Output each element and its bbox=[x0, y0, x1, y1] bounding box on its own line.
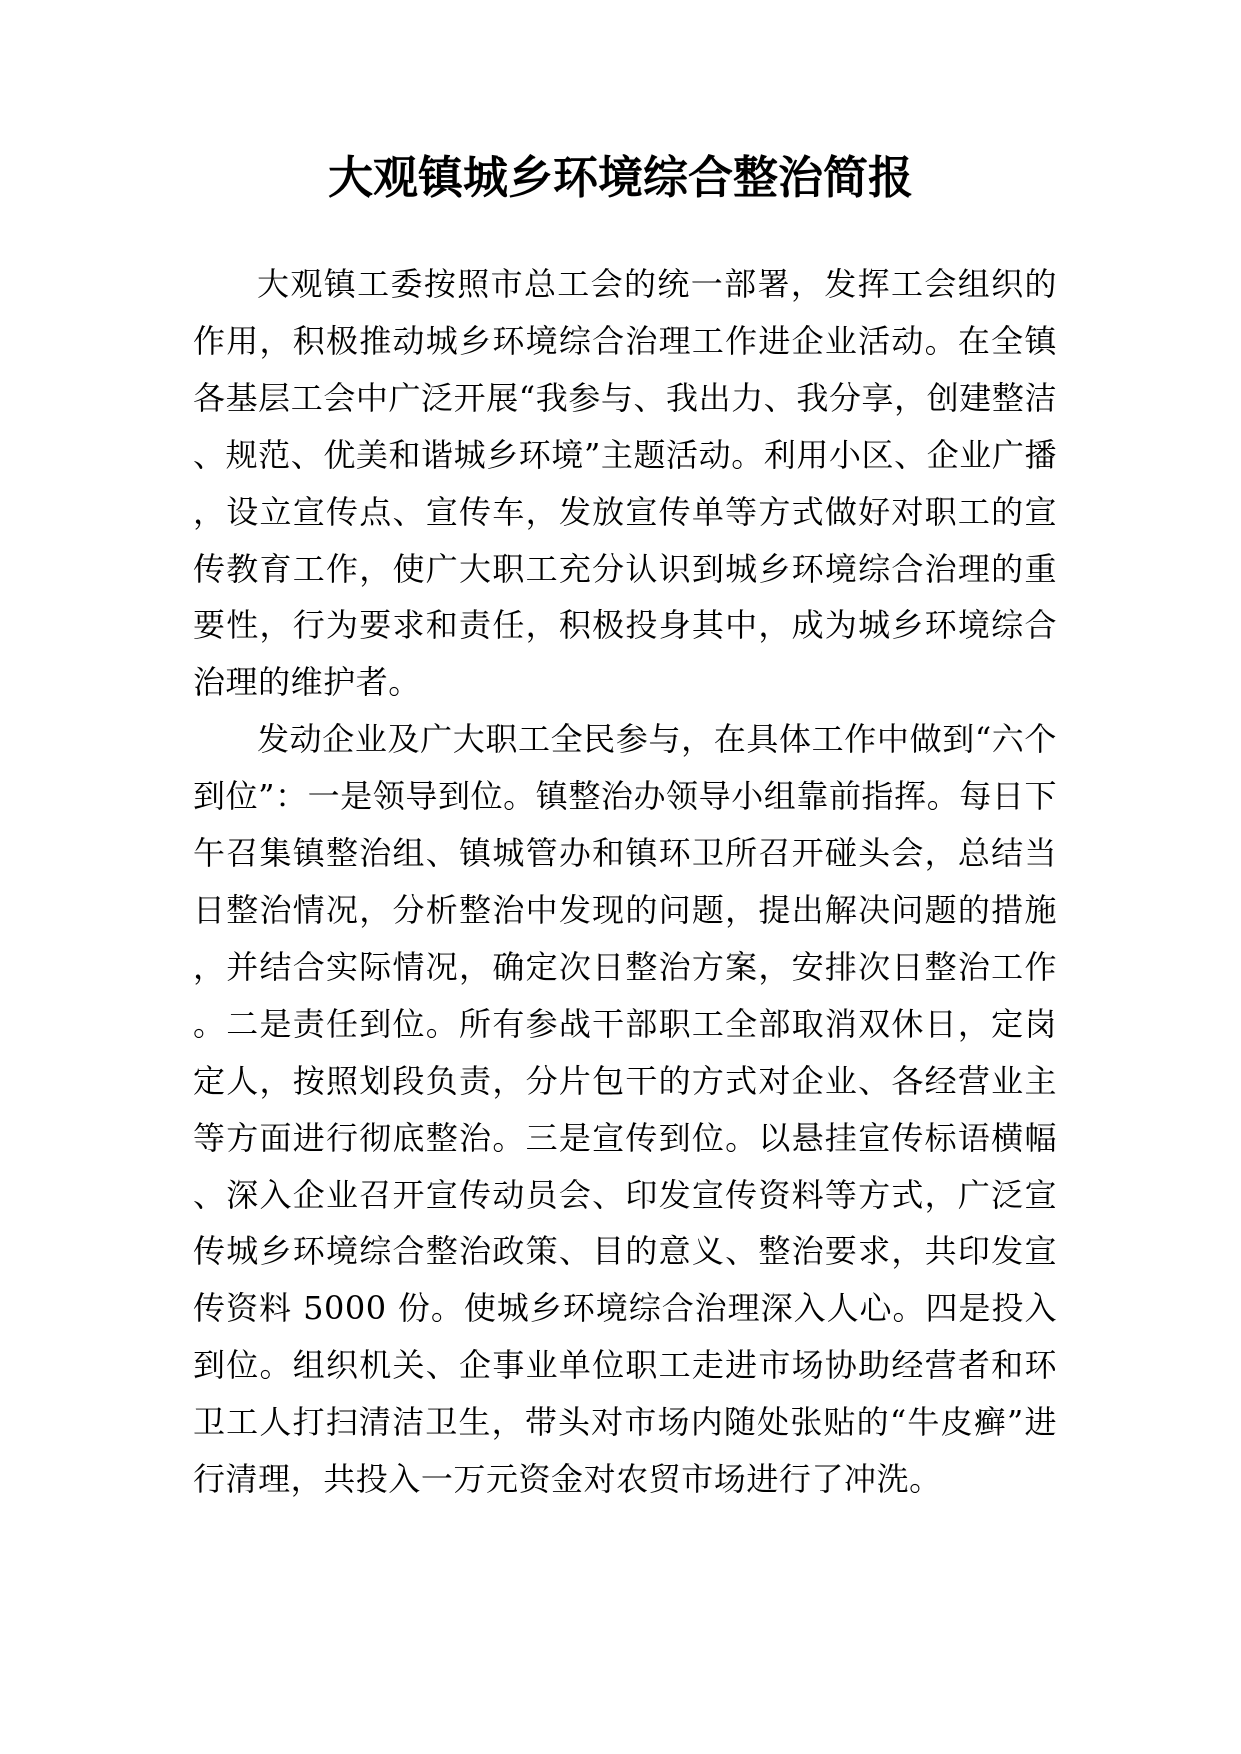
paragraph-2: 发动企业及广大职工全民参与，在具体工作中做到“六个到位”：一是领导到位。镇整治办领导小组靠前指挥。每日下午召集镇整治组、镇城管办和镇环卫所召开碰头会，总结当日整治情况，分析整治中发现的问题，提出解决问题的措施，并结合实际情况，确定次日整治方案，安排次日整治工作。二是责任到位。所有参战干部职工全部取消双休日，定岗定人，按照划段负责，分片包干的方式对企业、各经营业主等方面进行彻底整治。三是宣传到位。以悬挂宣传标语横幅、深入企业召开宣传动员会、印发宣传资料等方式，广泛宣传城乡环境综合整治政策、目的意义、整治要求，共印发宣传资料 5000 份。使城乡环境综合治理深入人心。四是投入到位。组织机关、企事业单位职工走进市场协助经营者和环卫工人打扫清洁卫生，带头对市场内随处张贴的“牛皮癣”进行清理，共投入一万元资金对农贸市场进行了冲洗。 bbox=[193, 720, 1057, 1499]
document-body bbox=[193, 256, 1057, 1508]
paragraph-1: 大观镇工委按照市总工会的统一部署，发挥工会组织的作用，积极推动城乡环境综合治理工作进企业活动。在全镇各基层工会中广泛开展“我参与、我出力、我分享，创建整洁、规范、优美和谐城乡环境”主题活动。利用小区、企业广播，设立宣传点、宣传车，发放宣传单等方式做好对职工的宣传教育工作，使广大职工充分认识到城乡环境综合治理的重要性，行为要求和责任，积极投身其中，成为城乡环境综合治理的维护者。 bbox=[193, 265, 1057, 702]
document-title: 大观镇城乡环境综合整治简报 bbox=[327, 151, 913, 204]
